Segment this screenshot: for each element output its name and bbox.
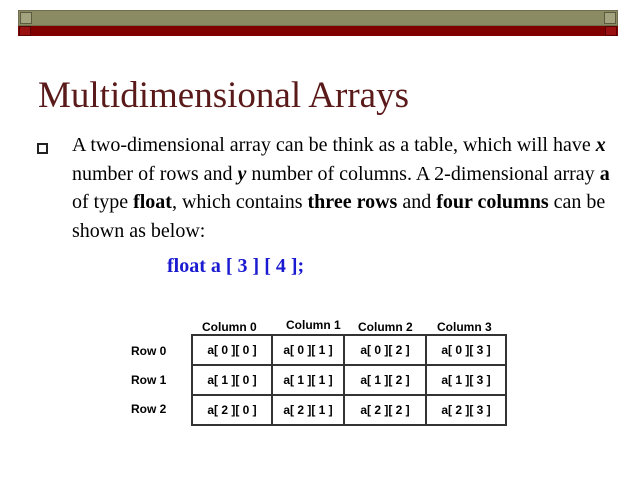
table-cell: a[ 0 ][ 3 ] (426, 335, 506, 365)
bullet-paragraph (72, 131, 612, 245)
para-rows: three rows (307, 191, 398, 213)
column-header-0: Column 0 (202, 320, 257, 334)
para-text-1: A two-dimensional array can be think as a table, which will have (72, 134, 596, 156)
para-text-4: of type (72, 191, 134, 213)
column-header-3: Column 3 (437, 320, 492, 334)
table-row (192, 395, 506, 425)
para-text-5: , which contains (171, 191, 308, 213)
para-type: float (133, 191, 172, 213)
row-header-2: Row 2 (131, 402, 167, 416)
table-cell: a[ 2 ][ 1 ] (272, 395, 344, 425)
row-header-1: Row 1 (131, 373, 167, 387)
header-square-right (604, 12, 616, 24)
table-cell: a[ 0 ][ 1 ] (272, 335, 344, 365)
table-row (192, 335, 506, 365)
table-cell: a[ 0 ][ 2 ] (344, 335, 426, 365)
table-cell: a[ 2 ][ 0 ] (192, 395, 272, 425)
header-square-left (20, 12, 32, 24)
para-text-2: number of rows and (72, 162, 238, 185)
table-cell: a[ 0 ][ 0 ] (192, 335, 272, 365)
para-var-x: x (595, 134, 606, 156)
table-cell: a[ 1 ][ 0 ] (192, 365, 272, 395)
table-cell: a[ 1 ][ 3 ] (426, 365, 506, 395)
table-cell: a[ 1 ][ 2 ] (344, 365, 426, 395)
para-var-y: y (237, 162, 247, 185)
para-text-6: and (397, 191, 437, 213)
header-square-left-maroon (19, 26, 31, 36)
column-header-1: Column 1 (286, 318, 341, 332)
bullet-square-icon (37, 143, 48, 154)
table-cell: a[ 2 ][ 3 ] (426, 395, 506, 425)
table-cell: a[ 2 ][ 2 ] (344, 395, 426, 425)
table-row (192, 365, 506, 395)
header-maroon-bar (18, 26, 618, 36)
para-text-7: can be shown as below: (72, 191, 606, 242)
array-table (191, 334, 507, 426)
header-olive-bar (18, 10, 618, 26)
column-header-2: Column 2 (358, 320, 413, 334)
header-square-right-maroon (605, 26, 617, 36)
para-var-a: a (599, 162, 610, 185)
code-declaration: float a [ 3 ] [ 4 ]; (167, 255, 305, 277)
row-header-0: Row 0 (131, 344, 167, 358)
slide-title: Multidimensional Arrays (38, 75, 409, 116)
para-cols: four columns (436, 191, 549, 213)
table-cell: a[ 1 ][ 1 ] (272, 365, 344, 395)
para-text-3: number of columns. A 2-dimensional array (246, 162, 600, 185)
